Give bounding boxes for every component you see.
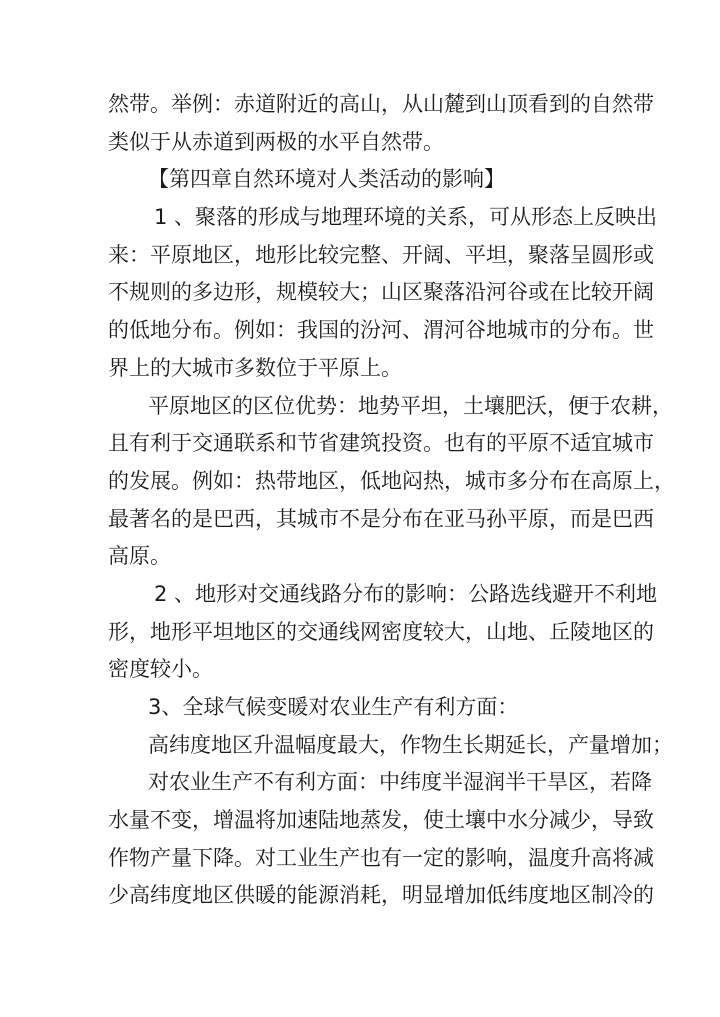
text-line: 不规则的多边形，规模较大；山区聚落沿河谷或在比较开阔 — [108, 280, 654, 305]
text-line: 高原。 — [108, 544, 171, 569]
text-line: 2 、地形对交通线路分布的影响：公路选线避开不利地 — [154, 581, 658, 606]
text-line: 类似于从赤道到两极的水平自然带。 — [108, 129, 444, 154]
text-line: 1 、聚落的形成与地理环境的关系，可从形态上反映出 — [154, 205, 658, 230]
text-line: 形，地形平坦地区的交通线网密度较大，山地、丘陵地区的 — [108, 619, 654, 644]
text-line: 对农业生产不有利方面：中纬度半湿润半干旱区，若降 — [148, 770, 652, 795]
text-line: 少高纬度地区供暖的能源消耗，明显增加低纬度地区制冷的 — [108, 883, 654, 908]
text-line: 最著名的是巴西，其城市不是分布在亚马孙平原，而是巴西 — [108, 506, 654, 531]
text-line: 界上的大城市多数位于平原上。 — [108, 355, 402, 380]
text-line: 密度较小。 — [108, 657, 213, 682]
text-line: 作物产量下降。对工业生产也有一定的影响，温度升高将减 — [108, 845, 654, 870]
text-line: 然带。举例：赤道附近的高山，从山麓到山顶看到的自然带 — [108, 92, 654, 116]
text-line: 且有利于交通联系和节省建筑投资。也有的平原不适宜城市 — [108, 431, 654, 456]
text-line: 的低地分布。例如：我国的汾河、渭河谷地城市的分布。世 — [108, 318, 654, 343]
text-line: 的发展。例如：热带地区，低地闷热，城市多分布在高原上， — [108, 468, 675, 493]
text-line: 来：平原地区，地形比较完整、开阔、平坦，聚落呈圆形或 — [108, 242, 654, 267]
chapter-heading: 【第四章自然环境对人类活动的影响】 — [148, 167, 505, 192]
text-line: 水量不变，增温将加速陆地蒸发，使土壤中水分减少，导致 — [108, 808, 654, 833]
text-line: 3、全球气候变暖对农业生产有利方面： — [148, 695, 519, 719]
text-line: 高纬度地区升温幅度最大，作物生长期延长，产量增加； — [148, 732, 673, 757]
document-page — [108, 86, 675, 915]
text-line: 平原地区的区位优势：地势平坦，土壤肥沃，便于农耕， — [148, 393, 673, 418]
